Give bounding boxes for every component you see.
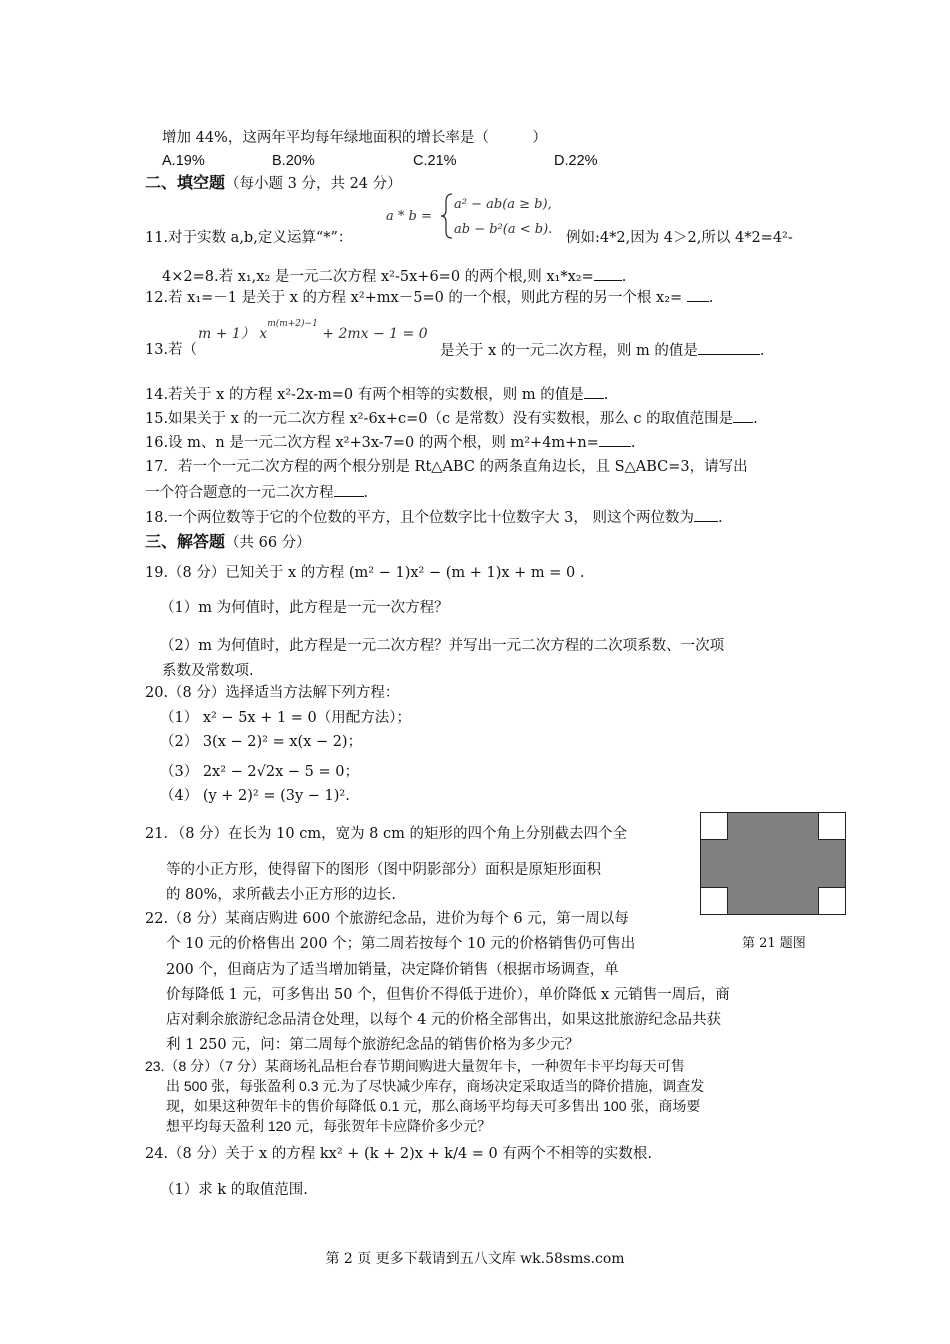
q12-line: 12.若 x₁=－1 是关于 x 的方程 x²+mx－5=0 的一个根，则此方程的另一个根 x₂= . xyxy=(145,287,713,308)
q16-answer-blank[interactable] xyxy=(599,432,631,447)
q20-part3: （3） 2x² − 2√2x − 5 = 0； xyxy=(160,764,359,780)
q18-text: 18.一个两位数等于它的个位数的平方，且个位数字比十位数字大 3， 则这个两位数为 xyxy=(145,510,695,526)
q11-formula-case1: a² − ab(a ≥ b), xyxy=(454,197,552,212)
q23-line1: 23.（8 分）（7 分）某商场礼品柜台春节期间购进大量贺年卡，一种贺年卡平均每天可售 xyxy=(145,1058,685,1074)
q23-line3: 现，如果这种贺年卡的售价每降低 0.1 元，那么商场平均每天可多售出 100 张，商场要 xyxy=(166,1098,701,1114)
section3-title: 三、解答题 xyxy=(145,532,226,551)
q14-line: 14.若关于 x 的方程 x²-2x-m=0 有两个相等的实数根，则 m 的值是 . xyxy=(145,384,608,405)
q19-part2-line2: 系数及常数项. xyxy=(162,663,254,679)
q17-line2-text: 一个符合题意的一元二次方程 xyxy=(145,485,334,501)
q18-answer-blank[interactable] xyxy=(694,507,718,522)
q20-part4: （4） (y + 2)² = (3y − 1)². xyxy=(160,788,350,804)
q23-line2: 出 500 张，每张盈利 0.3 元.为了尽快减少库存，商场决定采取适当的降价措施，调查发 xyxy=(166,1078,705,1094)
q24-stem: 24.（8 分）关于 x 的方程 kx² + (k + 2)x + k/4 = 0 有两个不相等的实数根. xyxy=(145,1146,652,1162)
q10-line: 增加 44%，这两年平均每年绿地面积的增长率是（ ） xyxy=(162,130,547,146)
q10-option-a: A.19% xyxy=(162,153,205,169)
q13-formula: m + 1） $x^{m(m+2)-1} + 2mx - 1 = 0$ xyxy=(198,319,428,342)
q20-stem: 20.（8 分）选择适当方法解下列方程： xyxy=(145,685,400,701)
q13-suffix-line: 是关于 x 的一元二次方程，则 m 的值是 . xyxy=(440,340,764,361)
q22-line4: 价每降低 1 元，可多售出 50 个，但售价不得低于进价），单价降低 x 元销售一周后，商 xyxy=(166,987,730,1003)
q15-answer-blank[interactable] xyxy=(733,408,753,423)
q17-line1: 17．若一个一元二次方程的两个根分别是 Rt△ABC 的两条直角边长，且 S△ABC=3，请写出 xyxy=(145,459,748,475)
section-heading-solutions xyxy=(145,532,311,553)
q11-formula-left: a * b = xyxy=(386,209,432,224)
q24-part1: （1）求 k 的取值范围. xyxy=(160,1182,308,1198)
q14-answer-blank[interactable] xyxy=(584,384,604,399)
q20-part2: （2） 3(x − 2)² = x(x − 2)； xyxy=(160,734,363,750)
q18-line: 18.一个两位数等于它的个位数的平方，且个位数字比十位数字大 3， 则这个两位数为 . xyxy=(145,507,723,528)
q19-stem: 19.（8 分）已知关于 x 的方程 (m² − 1)x² − (m + 1)x + m = 0 . xyxy=(145,565,585,581)
q10-option-c: C.21% xyxy=(413,153,457,169)
q17-line2: 一个符合题意的一元二次方程 . xyxy=(145,482,368,503)
q11-line2: 4×2=8.若 x₁,x₂ 是一元二次方程 x²-5x+6=0 的两个根,则 x₁*x₂= . xyxy=(162,266,626,287)
q12-text: 12.若 x₁=－1 是关于 x 的方程 x²+mx－5=0 的一个根，则此方程的另一个根 x₂= xyxy=(145,290,683,306)
q22-line6: 利 1 250 元，问：第二周每个旅游纪念品的销售价格为多少元？ xyxy=(166,1037,580,1053)
section2-title: 二、填空题 xyxy=(145,173,226,192)
q15-text: 15.如果关于 x 的一元二次方程 x²-6x+c=0（c 是常数）没有实数根，那么 c 的取值范围是 xyxy=(145,411,734,427)
section3-note: （共 66 分） xyxy=(225,535,311,551)
q22-line3: 200 个，但商店为了适当增加销量，决定降价销售（根据市场调查，单 xyxy=(166,962,619,978)
q13-answer-blank[interactable] xyxy=(698,340,760,355)
q11-line1-b: 例如:4*2,因为 4＞2,所以 4*2=4²- xyxy=(566,230,793,246)
q11-line1-a: 11.对于实数 a,b,定义运算“*”： xyxy=(145,230,353,246)
q20-part1: （1） x² − 5x + 1 = 0（用配方法）； xyxy=(160,710,412,726)
corner-square-top-right xyxy=(818,812,846,840)
q21-line3: 的 80%，求所截去小正方形的边长. xyxy=(166,887,396,903)
section2-note: （每小题 3 分，共 24 分） xyxy=(225,176,402,192)
q19-part1: （1）m 为何值时，此方程是一元一次方程？ xyxy=(160,600,449,616)
q21-figure-caption: 第 21 题图 xyxy=(742,936,806,951)
q16-line: 16.设 m、n 是一元二次方程 x²+3x-7=0 的两个根，则 m²+4m+n= . xyxy=(145,432,635,453)
q11-piecewise-formula xyxy=(386,188,570,244)
q11-line2-text: 4×2=8.若 x₁,x₂ 是一元二次方程 x²-5x+6=0 的两个根,则 x₁*x₂= xyxy=(162,269,594,285)
q10-option-b: B.20% xyxy=(272,153,315,169)
corner-square-bottom-left xyxy=(700,887,728,915)
corner-square-bottom-right xyxy=(818,887,846,915)
q13-suffix: 是关于 x 的一元二次方程，则 m 的值是 xyxy=(440,343,698,359)
q11-formula-case2: ab − b²(a < b). xyxy=(454,222,553,237)
q17-answer-blank[interactable] xyxy=(334,482,364,497)
q21-line2: 等的小正方形，使得留下的图形（图中阴影部分）面积是原矩形面积 xyxy=(166,862,601,878)
page-footer: 第 2 页 更多下载请到五八文库 wk.58sms.com xyxy=(325,1251,625,1267)
q23-line4: 想平均每天盈利 120 元，每张贺年卡应降价多少元？ xyxy=(166,1118,492,1134)
section-heading-fill-in xyxy=(145,173,402,194)
q21-line1: 21．（8 分）在长为 10 cm，宽为 8 cm 的矩形的四个角上分别截去四个全 xyxy=(145,826,627,842)
q22-line2: 个 10 元的价格售出 200 个；第二周若按每个 10 元的价格销售仍可售出 xyxy=(166,936,636,952)
q11-answer-blank[interactable] xyxy=(594,266,622,281)
corner-square-top-left xyxy=(700,812,728,840)
q10-option-d: D.22% xyxy=(554,153,598,169)
q13-prefix: 13.若（ xyxy=(145,342,198,358)
q12-answer-blank[interactable] xyxy=(687,287,709,302)
q19-part2-line1: （2）m 为何值时，此方程是一元二次方程？并写出一元二次方程的二次项系数、一次项 xyxy=(160,638,725,654)
q21-rectangle-figure xyxy=(700,812,846,915)
q15-line: 15.如果关于 x 的一元二次方程 x²-6x+c=0（c 是常数）没有实数根，那么 c 的取值范围是 . xyxy=(145,408,758,429)
q22-line1: 22.（8 分）某商店购进 600 个旅游纪念品，进价为每个 6 元，第一周以每 xyxy=(145,911,629,927)
q14-text: 14.若关于 x 的方程 x²-2x-m=0 有两个相等的实数根，则 m 的值是 xyxy=(145,387,584,403)
q16-text: 16.设 m、n 是一元二次方程 x²+3x-7=0 的两个根，则 m²+4m+n= xyxy=(145,435,599,451)
q22-line5: 店对剩余旅游纪念品清仓处理，以每个 4 元的价格全部售出，如果这批旅游纪念品共获 xyxy=(166,1012,721,1028)
